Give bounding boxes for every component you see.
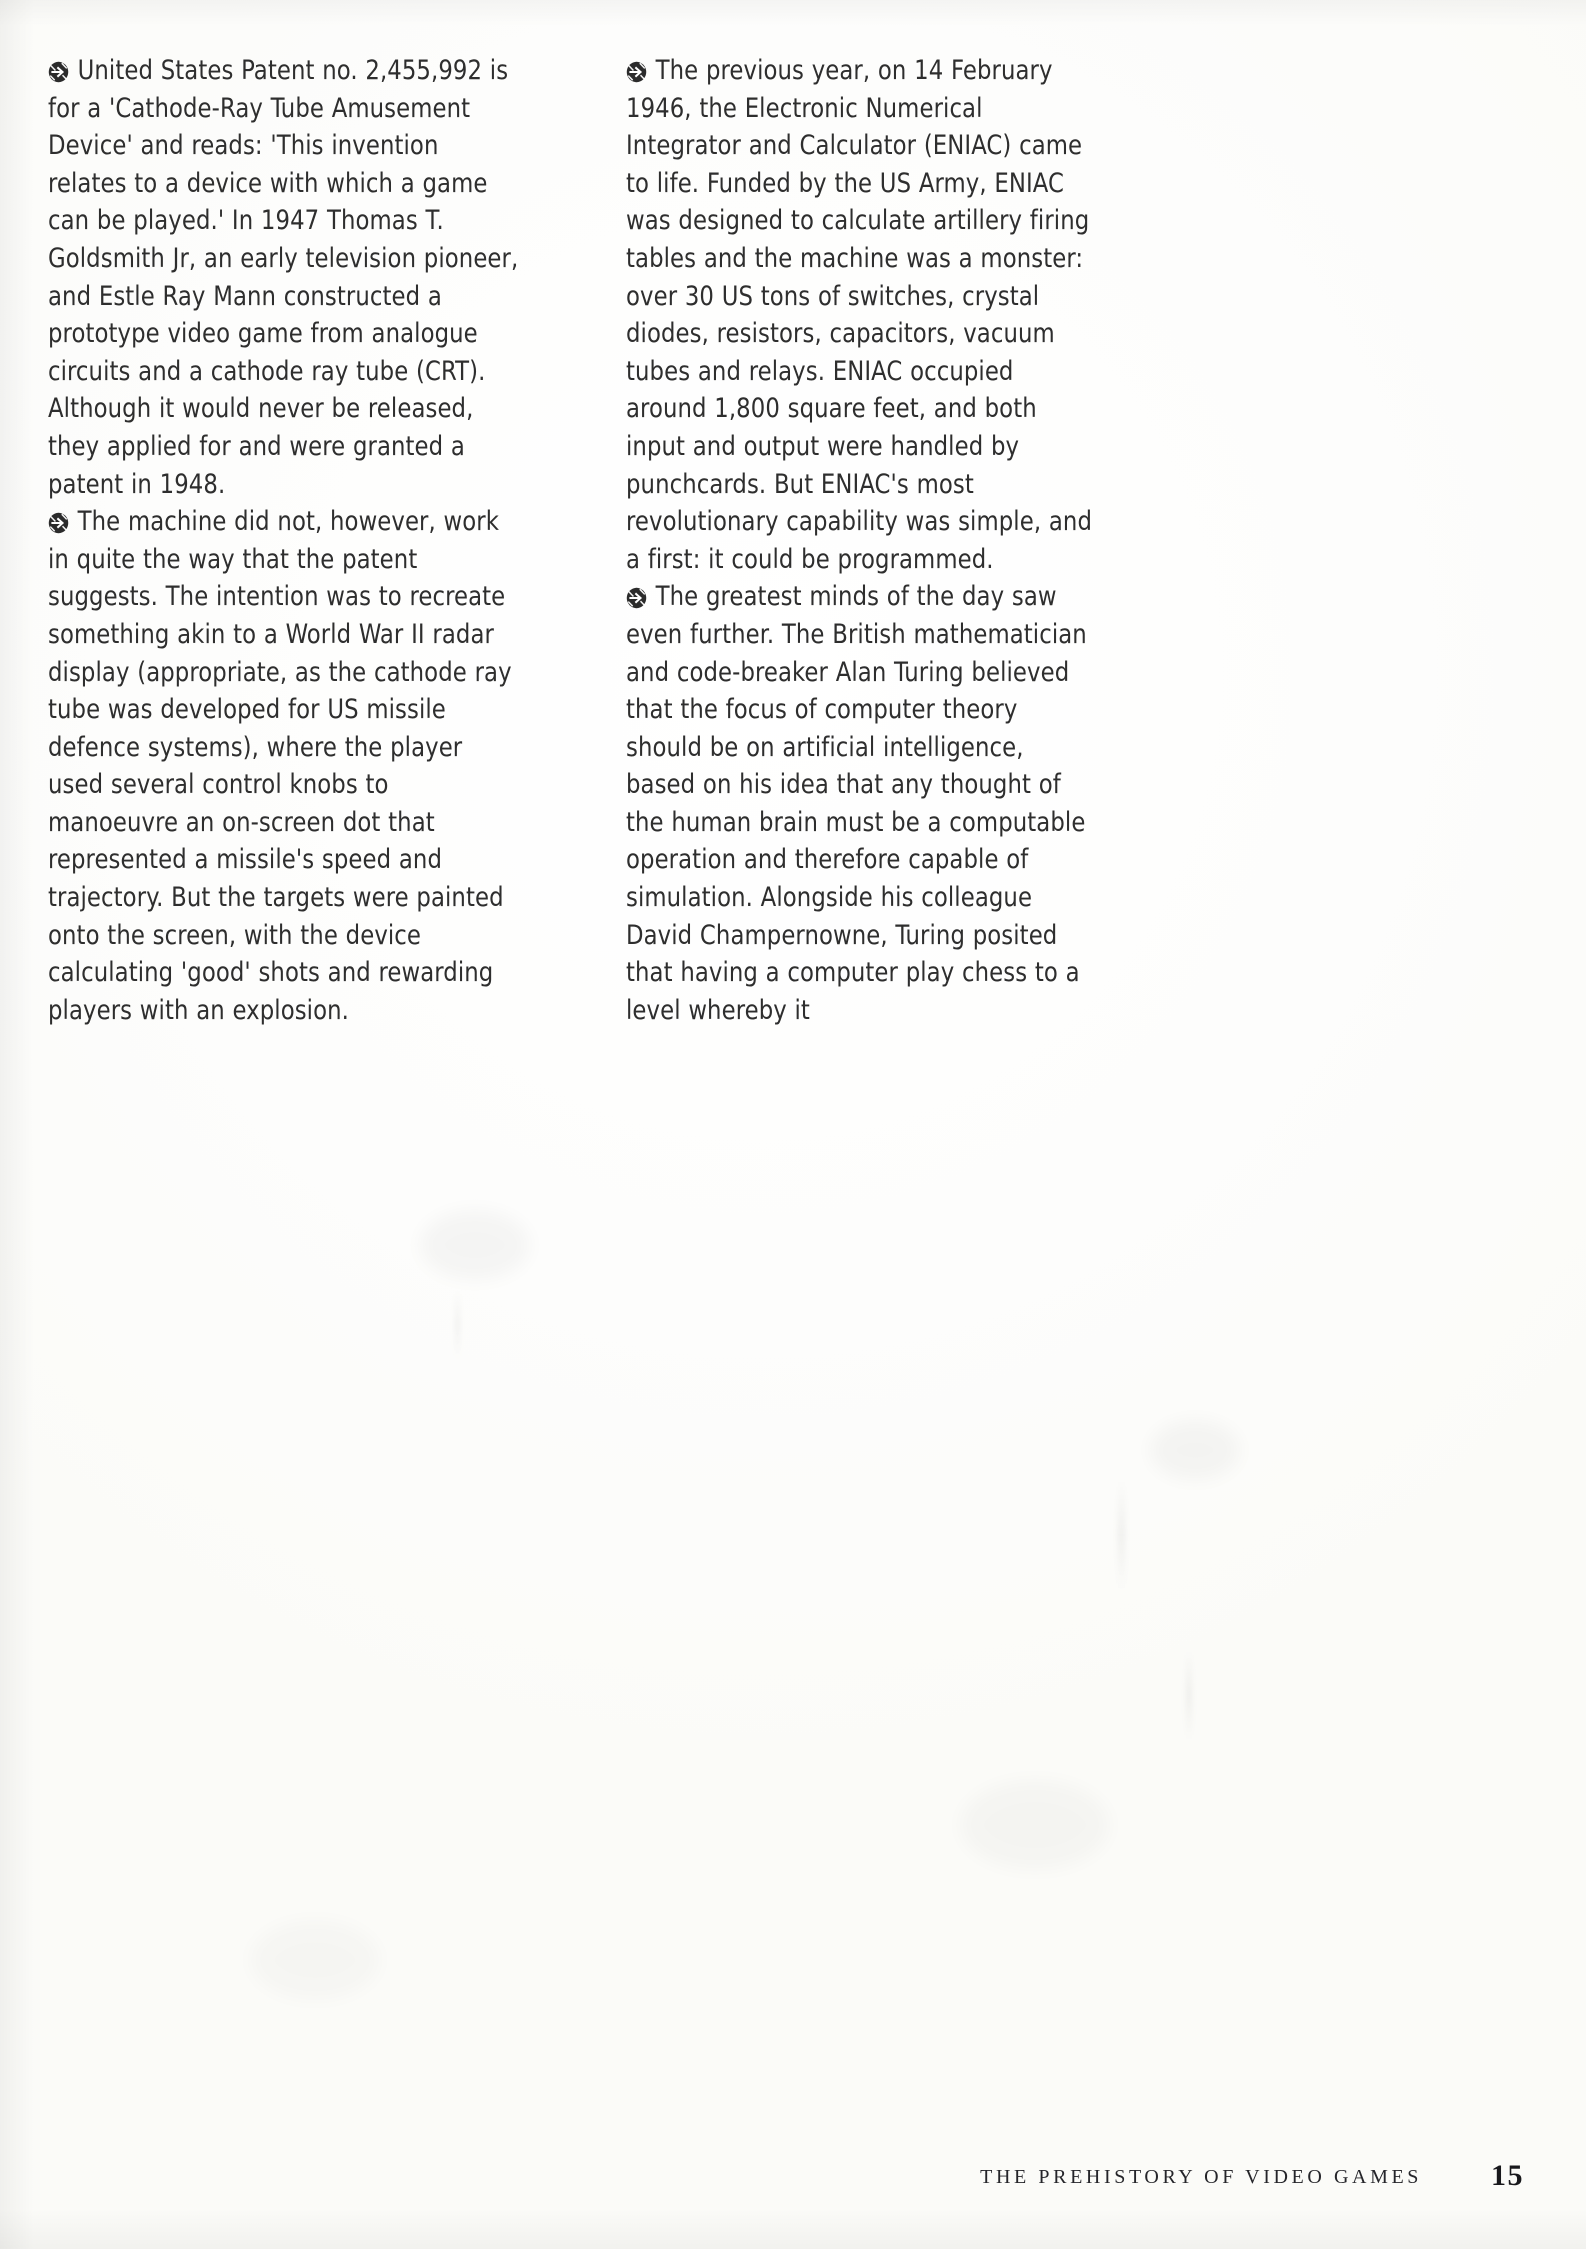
page-number: 15: [1491, 2159, 1524, 2192]
paragraph: [48, 503, 522, 1029]
paragraph: [48, 52, 522, 503]
paragraph-text: The machine did not, however, work in quite the way that the patent suggests. The intention was to recreate something akin to a World War II radar display (appropriate, as the cathode ray tube was developed for US missile defence systems), where the player used several control knobs to manoeuvre an on-screen dot that represented a missile's speed and trajectory. But the targets were painted onto the screen, with the device calculating 'good' shots and rewarding players with an explosion.: [48, 506, 512, 1026]
paragraph: [626, 52, 1100, 578]
circled-arrow-right-icon: [626, 61, 647, 83]
paragraph: [626, 578, 1100, 1029]
paragraph-text: The previous year, on 14 February 1946, the Electronic Numerical Integrator and Calculator (ENIAC) came to life. Funded by the US Army, ENIAC was designed to calculate artillery firing tables and the machine was a monster: over 30 US tons of switches, crystal diodes, resistors, capacitors, vacuum tubes and relays. ENIAC occupied around 1,800 square feet, and both input and output were handled by punchcards. But ENIAC's most revolutionary capability was simple, and a first: it could be programmed.: [626, 55, 1093, 575]
running-head: THE PREHISTORY OF VIDEO GAMES: [980, 2166, 1422, 2188]
circled-arrow-right-icon: [48, 512, 69, 534]
circled-arrow-right-icon: [48, 61, 69, 83]
text-column-right: [626, 52, 1100, 1029]
circled-arrow-right-icon: [626, 587, 647, 609]
paragraph-text: United States Patent no. 2,455,992 is for a 'Cathode-Ray Tube Amusement Device' and reads: 'This invention relates to a device with which a game can be played.' In 1947 Thomas T. Goldsmith Jr, an early television pioneer, and Estle Ray Mann constructed a prototype video game from analogue circuits and a cathode ray tube (CRT). Although it would never be released, they applied for and were granted a patent in 1948.: [48, 55, 519, 500]
page-footer: [0, 2143, 1586, 2193]
text-column-left: [48, 52, 522, 1029]
paragraph-text: The greatest minds of the day saw even further. The British mathematician and code-breaker Alan Turing believed that the focus of computer theory should be on artificial intelligence, based on his idea that any thought of the human brain must be a computable operation and therefore capable of simulation. Alongside his colleague David Champernowne, Turing posited that having a computer play chess to a level whereby it: [626, 581, 1087, 1026]
page-body: [48, 52, 1538, 1029]
